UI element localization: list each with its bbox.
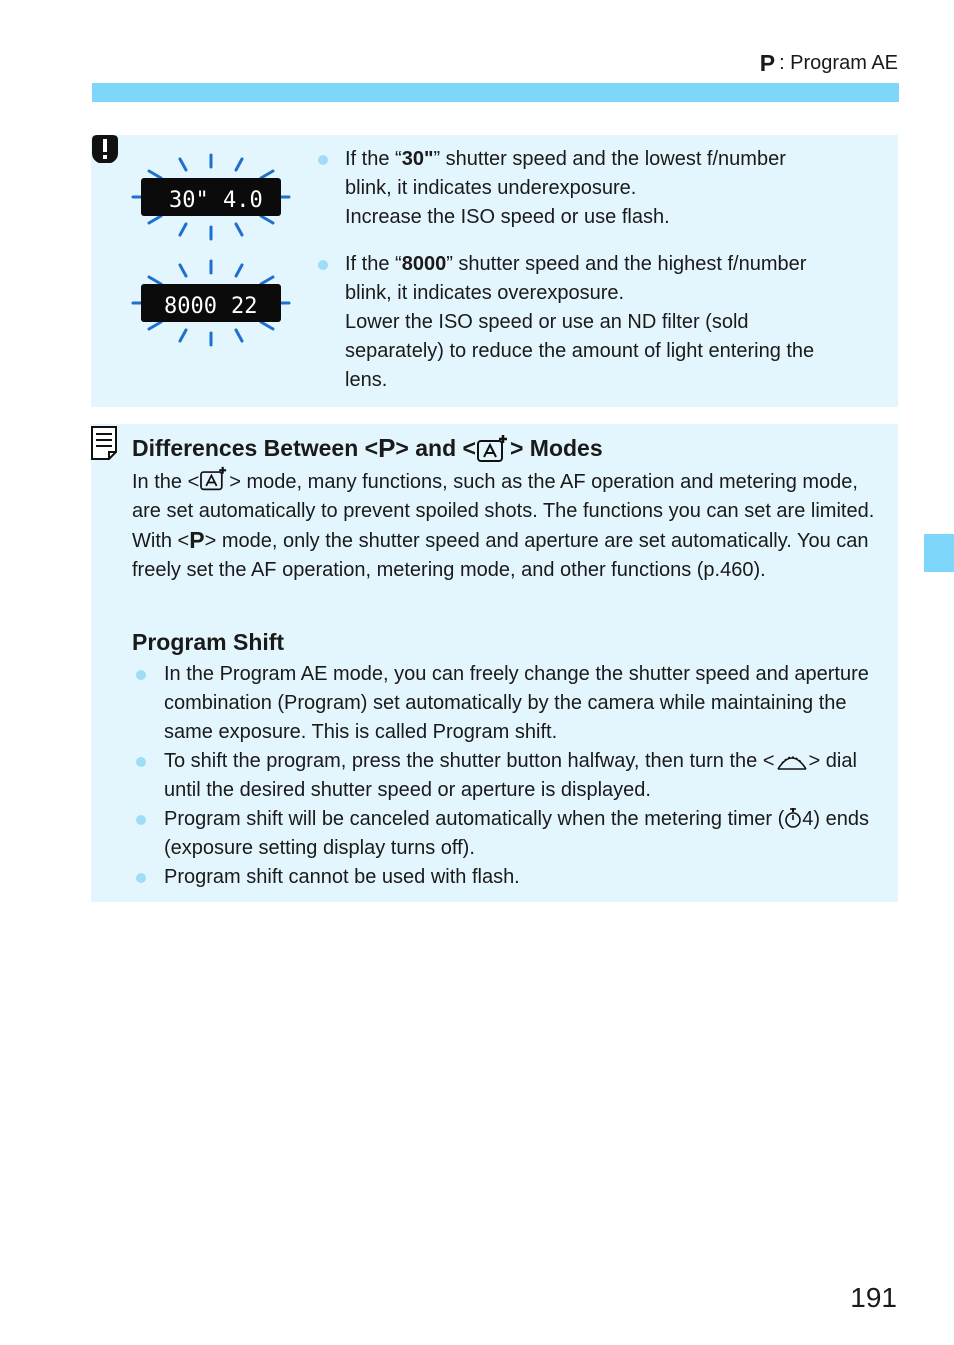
lcd2-aperture: 22 [231,294,258,319]
list-item [136,863,876,892]
text: separately) to reduce the amount of light entering the [345,340,815,362]
text: To shift the program, press the shutter button halfway, then turn the < [164,750,775,772]
timer-value: 4 [802,808,814,830]
main-dial-icon [775,749,809,771]
bullet-dot [318,155,328,165]
bullet-dot [136,757,146,767]
text: ” shutter speed and the lowest f/number [433,148,786,170]
text: Increase the ISO speed or use flash. [345,206,670,228]
program-mode-mark: P [378,433,396,463]
section-title: : Program AE [779,52,898,74]
note-title [132,433,603,464]
text: > Modes [509,435,603,461]
page-number: 191 [850,1282,897,1313]
text: > and < [395,435,476,461]
caution-item-overexposure [318,250,878,395]
list-item [136,660,876,747]
text: > mode, only the shutter speed and aperture are set automatically. You can freely set the AF operation, metering mode, and other functions (p.460). [132,530,869,581]
program-shift-heading: Program Shift [132,629,285,655]
lcd1-aperture: 4.0 [223,188,263,213]
list-item [136,805,876,863]
chapter-side-tab [924,534,954,572]
text: If the “ [345,253,402,275]
scene-intelligent-auto-icon [199,466,229,492]
text: blink, it indicates overexposure. [345,282,625,304]
lcd-underexposure-display [131,153,291,241]
text: lens. [345,369,388,391]
text: ) ends (exposure setting display turns off). [164,808,869,859]
text: > dial until the desired shutter speed or aperture is displayed. [164,750,857,801]
lcd2-shutter: 8000 [164,294,217,319]
program-mode-mark: P [189,527,205,553]
running-header [760,50,898,77]
text: ” shutter speed and the highest f/number [446,253,807,275]
scene-intelligent-auto-icon [476,434,510,464]
header-accent-bar [92,83,899,102]
memo-icon [91,426,117,460]
lcd-overexposure-display [131,259,291,347]
note-box [91,424,898,902]
text: > mode, many functions, such as the AF operation and metering mode, are set automatically to prevent spoiled shots. The functions you can set are limited. With < [132,471,875,552]
bullet-dot [136,873,146,883]
program-shift-list [136,660,876,892]
text: In the < [132,471,200,493]
text: If the “ [345,148,402,170]
bold-shutter: 8000 [401,253,447,275]
bullet-dot [136,670,146,680]
note-body [132,466,882,585]
text: Differences Between < [132,435,379,461]
text: blink, it indicates underexposure. [345,177,637,199]
metering-timer-icon [784,807,802,829]
bullet-dot [318,260,328,270]
bullet-dot [136,815,146,825]
caution-icon [91,134,119,164]
bold-shutter: 30" [401,148,434,170]
lcd1-shutter: 30" [169,188,209,213]
caution-box [91,135,898,407]
text: Program shift will be canceled automatically when the metering timer ( [164,808,785,830]
caution-item-underexposure [318,145,878,232]
text: In the Program AE mode, you can freely change the shutter speed and aperture combination (Program) set automatically by the camera while maintaining the same exposure. This is called Program shift. [164,663,869,743]
list-item [136,747,876,805]
text: Lower the ISO speed or use an ND filter (sold [345,311,749,333]
program-mode-mark: P [759,50,776,76]
text: Program shift cannot be used with flash. [164,866,520,888]
